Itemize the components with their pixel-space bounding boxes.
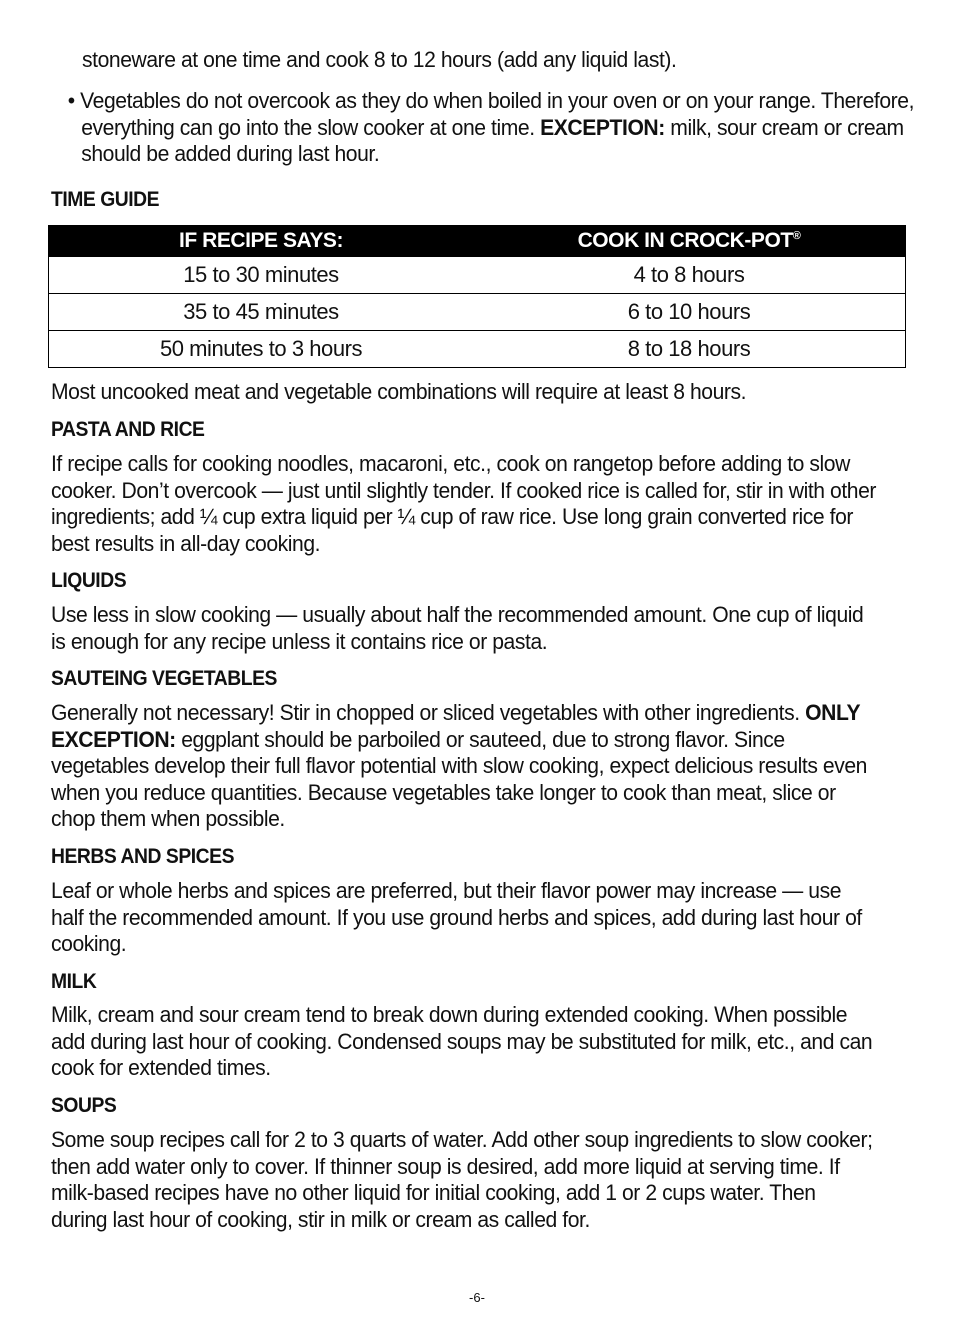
crockpot-time-cell: 4 to 8 hours (473, 257, 906, 294)
table-row (49, 331, 906, 368)
recipe-time-cell: 35 to 45 minutes (49, 294, 474, 331)
time-guide-heading: TIME GUIDE (51, 188, 160, 211)
herbs-text: Leaf or whole herbs and spices are preferred, but their flavor power may increase — use half the recommended amount. If you use ground herbs and spices, add during last hour of cooking. (51, 878, 862, 956)
table-row (49, 294, 906, 331)
crockpot-time-cell: 6 to 10 hours (473, 294, 906, 331)
liquids-heading: LIQUIDS (51, 569, 127, 592)
page-number: -6- (469, 1290, 485, 1305)
col-header-recipe (49, 226, 474, 257)
time-guide-note: Most uncooked meat and vegetable combinations will require at least 8 hours. (51, 379, 747, 404)
milk-text: Milk, cream and sour cream tend to break down during extended cooking. When possible add during last hour of cooking. Condensed soups may be substituted for milk, etc., and can cook for extended times. (51, 1002, 873, 1080)
recipe-time-cell: 50 minutes to 3 hours (49, 331, 474, 368)
sauteing-heading: SAUTEING VEGETABLES (51, 667, 277, 690)
sauteing-paragraph (51, 700, 877, 833)
col-header-recipe-label: IF RECIPE SAYS: (178, 229, 344, 252)
liquids-text: Use less in slow cooking — usually about half the recommended amount. One cup of liquid is enough for any recipe unless it contains rice or pasta. (51, 602, 864, 654)
intro-bullet-text: Vegetables do not overcook as they do when boiled in your oven or on your range. Therefore, everything can go into the slow cooker at one time. (80, 88, 915, 140)
bullet-symbol: • (67, 88, 75, 113)
recipe-time-cell: 15 to 30 minutes (49, 257, 474, 294)
soups-heading: SOUPS (51, 1094, 117, 1117)
milk-heading: MILK (51, 970, 97, 993)
time-guide-table (48, 225, 906, 368)
pasta-heading: PASTA AND RICE (51, 418, 205, 441)
sauteing-text-before: Generally not necessary! Stir in chopped or sliced vegetables with other ingredients. (51, 700, 800, 725)
pasta-text: If recipe calls for cooking noodles, macaroni, etc., cook on rangetop before adding to slow cooker. Don’t overcook — just until slightly tender. If cooked rice is called for, stir in with other ingredients; add ¼ cup extra liquid per ¼ cup of raw rice. Use long grain converted rice for best results in all-day cooking. (51, 451, 877, 556)
table-header-row (49, 226, 906, 257)
intro-continuation: stoneware at one time and cook 8 to 12 hours (add any liquid last). (82, 47, 677, 72)
sauteing-text-after: eggplant should be parboiled or sauteed, due to strong flavor. Since vegetables develop their full flavor potential with slow cooking, expect delicious results even when you reduce quantities. Because vegetables take longer to cook than meat, slice or chop them when possible. (51, 726, 867, 831)
intro-bullet-paragraph (62, 88, 916, 168)
crockpot-time-cell: 8 to 18 hours (473, 331, 906, 368)
herbs-heading: HERBS AND SPICES (51, 845, 235, 868)
only-exception-label: ONLY EXCEPTION: (51, 700, 860, 752)
registered-mark: ® (792, 230, 801, 242)
table-row (49, 257, 906, 294)
col-header-crockpot-label: COOK IN CROCK-POT (577, 229, 793, 252)
exception-text: milk, sour cream or cream should be added during last hour. (81, 114, 904, 166)
exception-label: EXCEPTION: (540, 114, 665, 140)
col-header-crockpot (473, 226, 906, 257)
soups-text: Some soup recipes call for 2 to 3 quarts of water. Add other soup ingredients to slow cooker; then add water only to cover. If thinner soup is desired, add more liquid at serving time. If milk-based recipes have no other liquid for initial cooking, add 1 or 2 cups water. Then during last hour of cooking, stir in milk or cream as called for. (51, 1127, 873, 1232)
